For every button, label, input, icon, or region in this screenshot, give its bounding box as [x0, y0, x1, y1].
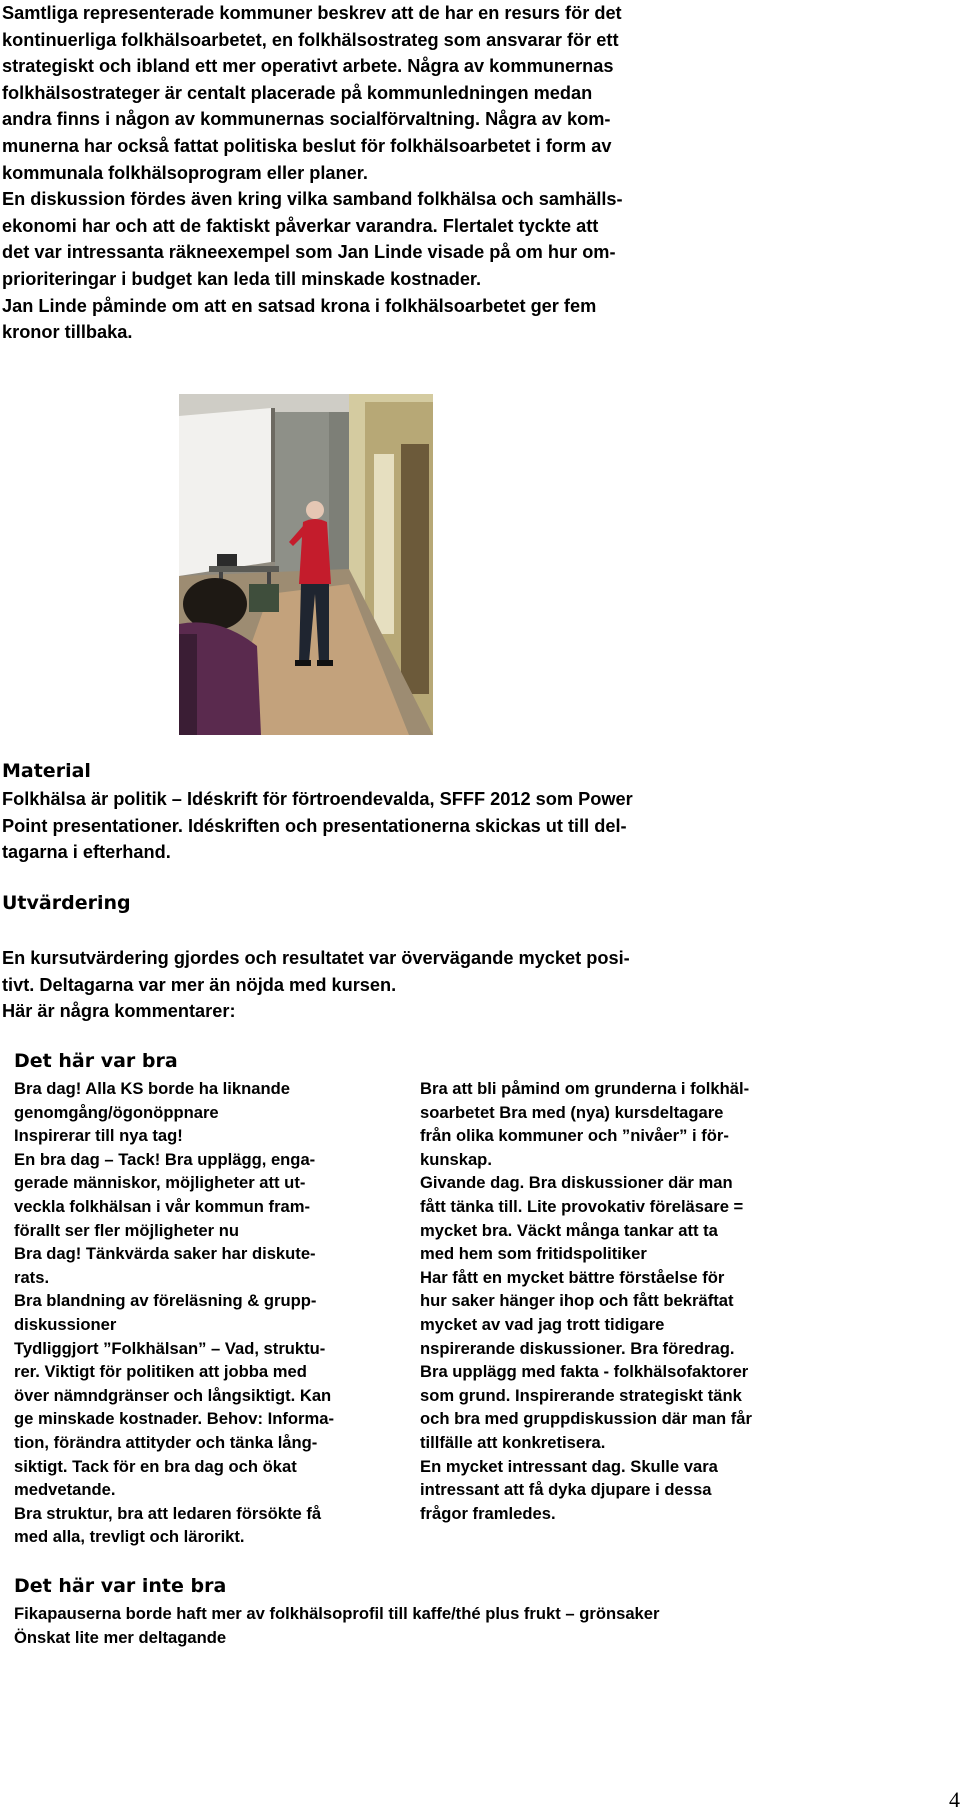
comment-line: och bra med gruppdiskussion där man får — [420, 1409, 752, 1429]
comment-line: intressant att få dyka djupare i dessa — [420, 1480, 712, 1500]
intro-line: Jan Linde påminde om att en satsad krona i folkhälsoarbetet ger fem — [2, 295, 597, 316]
material-line: tagarna i efterhand. — [2, 842, 171, 863]
comment-line: hur saker hänger ihop och fått bekräftat — [420, 1291, 734, 1311]
comment-line: gerade människor, möjligheter att ut- — [14, 1173, 306, 1193]
intro-line: munerna har också fattat politiska beslut för folkhälsoarbetet i form av — [2, 135, 612, 156]
intro-line: kontinuerliga folkhälsoarbetet, en folkhälsostrateg som ansvarar för ett — [2, 29, 619, 50]
comment-line: diskussioner — [14, 1314, 117, 1334]
intro-line: kronor tillbaka. — [2, 322, 133, 343]
comment-line: kunskap. — [420, 1149, 492, 1169]
comment-line: Bra dag! Alla KS borde ha liknande — [14, 1079, 291, 1098]
comment-line: frågor framledes. — [420, 1503, 556, 1523]
intro-line: det var intressanta räkneexempel som Jan Linde visade på om hur om- — [2, 242, 616, 263]
intro-line: prioriteringar i budget kan leda till minskade kostnader. — [2, 268, 482, 289]
comment-line: som grund. Inspirerande strategiskt tänk — [420, 1385, 742, 1405]
intro-line: En diskussion fördes även kring vilka samband folkhälsa och samhälls- — [2, 189, 623, 210]
comment-line: genomgång/ögonöppnare — [14, 1102, 219, 1122]
bra-comments-right — [420, 1077, 840, 1525]
page-number: 4 — [949, 1787, 960, 1812]
comment-line: Har fått en mycket bättre förståelse för — [420, 1267, 725, 1287]
intro-line: folkhälsostrateger är centalt placerade på kommunledningen medan — [2, 82, 593, 103]
utvardering-heading: Utvärdering — [2, 892, 131, 914]
comment-line: förallt ser fler möjligheter nu — [14, 1220, 239, 1240]
comment-line: mycket av vad jag trott tidigare — [420, 1314, 665, 1334]
comment-line: Bra struktur, bra att ledaren försökte få — [14, 1503, 322, 1523]
comment-line: En mycket intressant dag. Skulle vara — [420, 1456, 718, 1476]
comment-line: mycket bra. Väckt många tankar att ta — [420, 1220, 718, 1240]
comment-line: Inspirerar till nya tag! — [14, 1126, 183, 1146]
comment-line: Bra att bli påmind om grunderna i folkhäl- — [420, 1079, 750, 1098]
comment-line: Bra blandning av föreläsning & grupp- — [14, 1291, 317, 1311]
comment-line: Givande dag. Bra diskussioner där man — [420, 1173, 733, 1193]
bra-comments-left — [14, 1077, 414, 1549]
material-line: Point presentationer. Idéskriften och presentationerna skickas ut till del- — [2, 815, 627, 836]
material-line: Folkhälsa är politik – Idéskrift för förtroendevalda, SFFF 2012 som Power — [2, 789, 633, 809]
comment-line: Bra dag! Tänkvärda saker har diskute- — [14, 1244, 316, 1264]
comment-line: fått tänka till. Lite provokativ föreläsare = — [420, 1196, 744, 1216]
comment-line: tion, förändra attityder och tänka lång- — [14, 1432, 318, 1452]
comment-line: tillfälle att konkretisera. — [420, 1432, 606, 1452]
utvardering-line: Här är några kommentarer: — [2, 1001, 236, 1022]
comment-line: En bra dag – Tack! Bra upplägg, enga- — [14, 1149, 316, 1169]
lecture-photo — [179, 394, 433, 735]
intro-line: ekonomi har och att de faktiskt påverkar varandra. Flertalet tyckte att — [2, 215, 599, 236]
inte-bra-comments — [14, 1602, 659, 1649]
intro-line: andra finns i någon av kommunernas socialförvaltning. Några av kom- — [2, 109, 611, 130]
comment-line: soarbetet Bra med (nya) kursdeltagare — [420, 1102, 724, 1122]
comment-line: siktigt. Tack för en bra dag och ökat — [14, 1456, 297, 1476]
intro-line: strategiskt och ibland ett mer operativt arbete. Några av kommunernas — [2, 56, 614, 77]
utvardering-line: En kursutvärdering gjordes och resultatet var övervägande mycket posi- — [2, 948, 630, 968]
utvardering-line: tivt. Deltagarna var mer än nöjda med kursen. — [2, 974, 397, 995]
comment-line: medvetande. — [14, 1480, 116, 1500]
comment-line: nspirerande diskussioner. Bra föredrag. — [420, 1338, 735, 1358]
comment-line: Tydliggjort ”Folkhälsan” – Vad, struktu- — [14, 1338, 326, 1358]
comment-line: över nämndgränser och långsiktigt. Kan — [14, 1385, 332, 1405]
inte-bra-heading: Det här var inte bra — [14, 1575, 227, 1597]
bra-heading: Det här var bra — [14, 1050, 178, 1072]
comment-line: med alla, trevligt och lärorikt. — [14, 1527, 245, 1547]
utvardering-paragraph — [2, 945, 942, 1025]
comment-line: rats. — [14, 1267, 50, 1287]
material-heading: Material — [2, 760, 91, 782]
comment-line: från olika kommuner och ”nivåer” i för- — [420, 1126, 729, 1146]
intro-paragraph — [2, 0, 942, 346]
material-paragraph — [2, 786, 942, 866]
comment-line: Bra upplägg med fakta - folkhälsofaktorer — [420, 1362, 749, 1382]
comment-line: Fikapauserna borde haft mer av folkhälsoprofil till kaffe/thé plus frukt – grönsaker — [14, 1604, 660, 1623]
intro-line: kommunala folkhälsoprogram eller planer. — [2, 162, 368, 183]
comment-line: ge minskade kostnader. Behov: Informa- — [14, 1409, 334, 1429]
comment-line: rer. Viktigt för politiken att jobba med — [14, 1362, 307, 1382]
intro-line: Samtliga representerade kommuner beskrev att de har en resurs för det — [2, 3, 622, 23]
comment-line: Önskat lite mer deltagande — [14, 1627, 227, 1647]
comment-line: med hem som fritidspolitiker — [420, 1244, 647, 1264]
comment-line: veckla folkhälsan i vår kommun fram- — [14, 1196, 311, 1216]
